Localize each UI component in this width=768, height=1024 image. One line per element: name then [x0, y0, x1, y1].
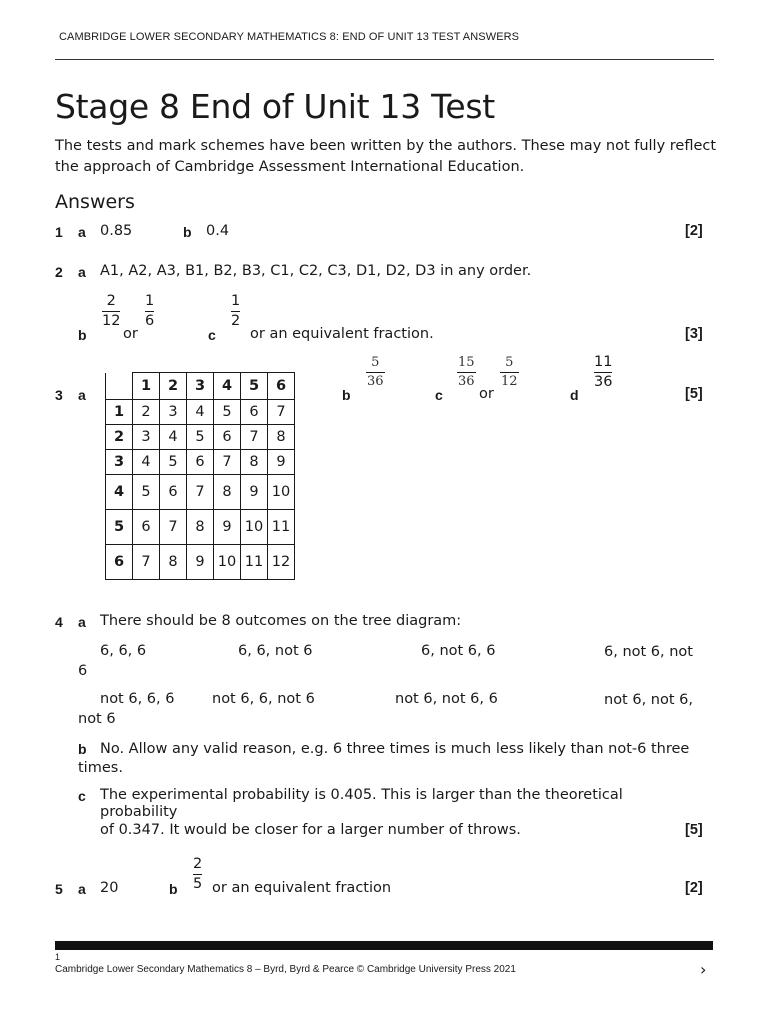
table-cell: 9	[214, 510, 241, 545]
outcome-5: not 6, 6, 6	[100, 691, 175, 707]
row-header: 2	[106, 425, 133, 450]
table-cell: 7	[241, 425, 268, 450]
q3-b-label: b	[342, 387, 351, 403]
denominator: 36	[458, 374, 475, 389]
column-header: 3	[187, 373, 214, 400]
table-cell: 4	[160, 425, 187, 450]
footer-copyright: Cambridge Lower Secondary Mathematics 8 – Byrd, Byrd & Pearce © Cambridge University Press 2021	[55, 964, 516, 975]
table-cell: 7	[187, 475, 214, 510]
answers-heading: Answers	[55, 191, 135, 213]
q4-b-label: b	[78, 741, 87, 757]
q4-marks: [5]	[685, 822, 703, 838]
table-cell: 10	[268, 475, 295, 510]
running-header: CAMBRIDGE LOWER SECONDARY MATHEMATICS 8: END OF UNIT 13 TEST ANSWERS	[59, 31, 520, 43]
numerator: 5	[505, 355, 514, 370]
row-header: 4	[106, 475, 133, 510]
table-cell: 8	[214, 475, 241, 510]
q2-b-fraction-2	[145, 292, 154, 331]
q3-c-or: or	[479, 386, 494, 402]
q3-c-fraction-2	[500, 354, 519, 391]
table-cell: 8	[268, 425, 295, 450]
q5-number: 5	[55, 881, 63, 897]
table-cell: 12	[268, 545, 295, 580]
table-cell: 5	[133, 475, 160, 510]
outcome-6: not 6, 6, not 6	[212, 691, 315, 707]
table-cell: 2	[133, 400, 160, 425]
table-cell: 10	[241, 510, 268, 545]
table-cell: 9	[241, 475, 268, 510]
q3-number: 3	[55, 387, 63, 403]
row-header: 5	[106, 510, 133, 545]
table-cell: 4	[187, 400, 214, 425]
denominator: 6	[145, 313, 155, 329]
table-cell: 6	[187, 450, 214, 475]
q2-c-label: c	[208, 327, 216, 343]
q1-b-answer: 0.4	[206, 223, 230, 239]
q4-a-answer: There should be 8 outcomes on the tree diagram:	[100, 613, 462, 629]
column-header: 4	[214, 373, 241, 400]
numerator: 11	[594, 354, 613, 370]
table-row	[106, 510, 295, 545]
table-row	[106, 475, 295, 510]
q4-c-line-2: of 0.347. It would be closer for a larger number of throws.	[100, 822, 521, 838]
row-header: 6	[106, 545, 133, 580]
table-cell: 6	[214, 425, 241, 450]
q4-c-label: c	[78, 788, 86, 804]
table-cell: 5	[214, 400, 241, 425]
table-cell: 9	[187, 545, 214, 580]
denominator: 2	[231, 313, 241, 329]
numerator: 15	[458, 355, 475, 370]
q2-c-text: or an equivalent fraction.	[250, 326, 434, 342]
table-row	[106, 545, 295, 580]
table-cell: 11	[241, 545, 268, 580]
denominator: 12	[501, 374, 518, 389]
page-title: Stage 8 End of Unit 13 Test	[55, 87, 495, 126]
denominator: 36	[367, 374, 384, 389]
table-cell: 4	[133, 450, 160, 475]
table-row	[106, 425, 295, 450]
outcome-4: 6, not 6, not 6	[78, 644, 693, 679]
denominator: 5	[193, 876, 203, 892]
table-row	[106, 450, 295, 475]
column-header: 5	[241, 373, 268, 400]
table-cell: 7	[268, 400, 295, 425]
q5-b-fraction	[193, 855, 202, 894]
q1-b-label: b	[183, 224, 192, 240]
outcome-8: not 6, not 6, not 6	[78, 692, 693, 727]
table-cell: 5	[187, 425, 214, 450]
q4-number: 4	[55, 614, 63, 630]
q1-a-answer: 0.85	[100, 223, 133, 239]
outcome-7: not 6, not 6, 6	[395, 691, 498, 707]
row-header: 1	[106, 400, 133, 425]
table-row	[106, 400, 295, 425]
numerator: 1	[231, 293, 241, 309]
q2-b-fraction-1	[102, 292, 120, 331]
table-corner	[106, 373, 133, 400]
footer-bar	[55, 941, 713, 950]
q5-a-label: a	[78, 881, 86, 897]
column-header: 2	[160, 373, 187, 400]
table-cell: 9	[268, 450, 295, 475]
q1-a-label: a	[78, 224, 86, 240]
table-cell: 6	[241, 400, 268, 425]
q4-c-line-1: The experimental probability is 0.405. This is larger than the theoretical probability	[100, 787, 623, 820]
table-cell: 6	[160, 475, 187, 510]
table-cell: 11	[268, 510, 295, 545]
table-cell: 6	[133, 510, 160, 545]
q4-b-answer: No. Allow any valid reason, e.g. 6 three times is much less likely than not-6 three times.	[78, 741, 690, 776]
intro-text: The tests and mark schemes have been written by the authors. These may not fully reflect the approach of Cambridge Assessment International Education.	[55, 138, 717, 175]
chevron-right-icon: ›	[700, 960, 707, 979]
q3-b-fraction	[366, 354, 385, 391]
column-header: 6	[268, 373, 295, 400]
q5-a-answer: 20	[100, 880, 119, 896]
q1-marks: [2]	[685, 223, 703, 239]
numerator: 2	[106, 293, 116, 309]
q5-marks: [2]	[685, 880, 703, 896]
table-cell: 3	[133, 425, 160, 450]
table-cell: 10	[214, 545, 241, 580]
sample-space-table	[105, 372, 295, 580]
header-rule	[55, 59, 714, 60]
numerator: 5	[371, 355, 380, 370]
table-cell: 8	[160, 545, 187, 580]
table-cell: 3	[160, 400, 187, 425]
q3-a-label: a	[78, 387, 86, 403]
table-cell: 7	[160, 510, 187, 545]
q4-a-label: a	[78, 614, 86, 630]
table-cell: 8	[241, 450, 268, 475]
table-cell: 7	[133, 545, 160, 580]
denominator: 12	[102, 313, 121, 329]
page-number: 1	[55, 952, 61, 962]
q3-d-label: d	[570, 387, 579, 403]
q2-marks: [3]	[685, 326, 703, 342]
numerator: 2	[193, 856, 203, 872]
q3-marks: [5]	[685, 386, 703, 402]
denominator: 36	[594, 374, 613, 390]
table-cell: 8	[187, 510, 214, 545]
q2-a-label: a	[78, 264, 86, 280]
column-header: 1	[133, 373, 160, 400]
q3-c-fraction-1	[457, 354, 476, 391]
outcome-2: 6, 6, not 6	[238, 643, 313, 659]
q2-a-answer: A1, A2, A3, B1, B2, B3, C1, C2, C3, D1, D2, D3 in any order.	[100, 263, 532, 279]
q5-b-text: or an equivalent fraction	[212, 880, 392, 896]
q2-c-fraction	[231, 292, 240, 331]
q3-d-fraction	[594, 353, 612, 392]
q1-number: 1	[55, 224, 63, 240]
table-cell: 7	[214, 450, 241, 475]
q2-b-or: or	[123, 326, 138, 342]
q2-b-label: b	[78, 327, 87, 343]
q3-c-label: c	[435, 387, 443, 403]
table-cell: 5	[160, 450, 187, 475]
numerator: 1	[145, 293, 155, 309]
outcome-3: 6, not 6, 6	[421, 643, 496, 659]
q2-number: 2	[55, 264, 63, 280]
q5-b-label: b	[169, 881, 178, 897]
row-header: 3	[106, 450, 133, 475]
outcome-1: 6, 6, 6	[100, 643, 147, 659]
